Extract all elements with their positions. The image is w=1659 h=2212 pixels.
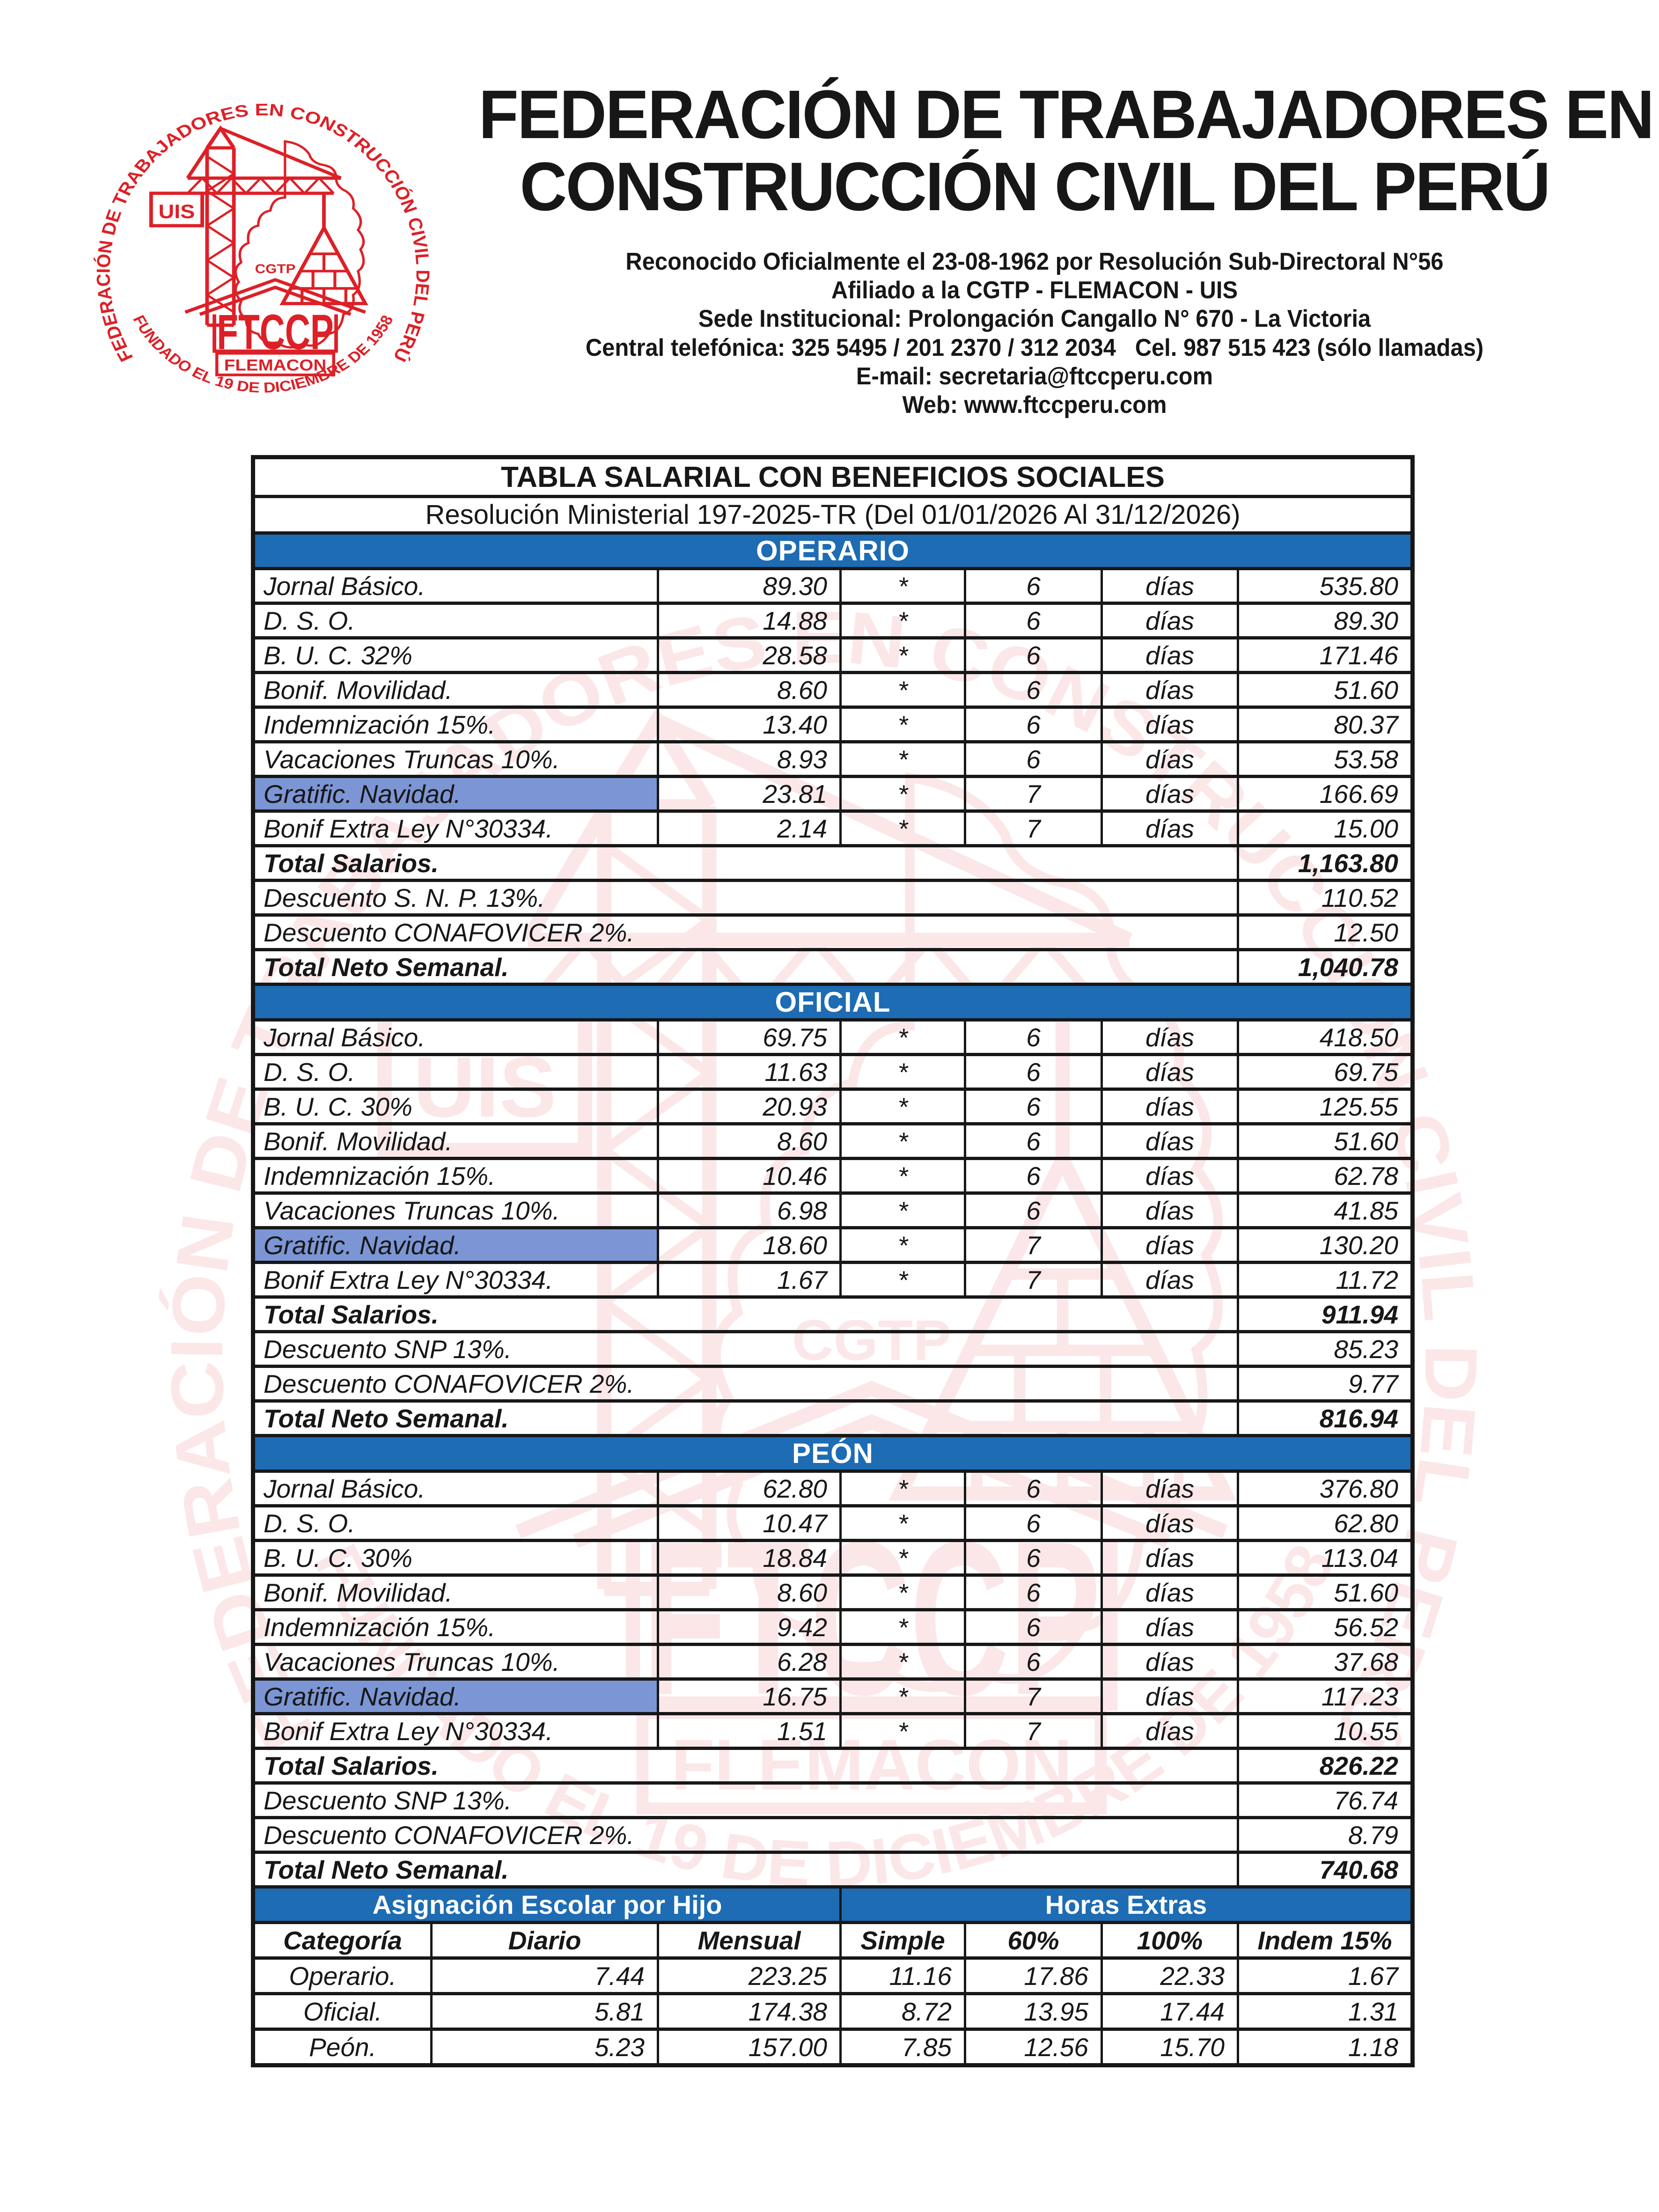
row-total: 51.60 — [1237, 1125, 1410, 1157]
footer-data-row — [255, 1992, 1410, 2028]
row-label: Gratific. Navidad. — [255, 1681, 657, 1712]
row-total: 11.72 — [1237, 1264, 1410, 1295]
days-count: 7 — [964, 1681, 1101, 1712]
row-label: Bonif. Movilidad. — [264, 675, 453, 705]
row-label: Bonif Extra Ley N°30334. — [264, 1265, 553, 1294]
days-count: 7 — [964, 1264, 1101, 1295]
days-count: 6 — [964, 674, 1101, 705]
table-row — [255, 1191, 1410, 1226]
row-total: 62.78 — [1237, 1160, 1410, 1191]
days-unit: días — [1101, 813, 1237, 844]
rate-value: 62.80 — [657, 1473, 839, 1504]
row-total: 89.30 — [1237, 605, 1410, 636]
rate-value: 9.42 — [657, 1611, 839, 1643]
email-line: E-mail: secretaria@ftccperu.com — [856, 363, 1213, 390]
days-count: 7 — [964, 778, 1101, 809]
row-total: 69.75 — [1237, 1056, 1410, 1088]
multiply-star: * — [839, 570, 964, 602]
summary-value: 740.68 — [1237, 1854, 1410, 1885]
table-row — [255, 1261, 1410, 1295]
category-name: Peón. — [309, 2032, 376, 2062]
days-count: 6 — [964, 709, 1101, 740]
row-total: 535.80 — [1237, 570, 1410, 602]
multiply-star: * — [839, 605, 964, 636]
row-total: 80.37 — [1237, 709, 1410, 740]
row-total: 51.60 — [1237, 674, 1410, 705]
table-row — [255, 1643, 1410, 1677]
days-count: 6 — [964, 570, 1101, 602]
summary-row — [255, 1747, 1410, 1781]
category-value: 13.95 — [964, 1995, 1101, 2028]
rate-value: 20.93 — [657, 1091, 839, 1122]
summary-label: Descuento SNP 13%. — [264, 1786, 512, 1815]
days-count: 6 — [964, 605, 1101, 636]
row-label: D. S. O. — [264, 606, 355, 635]
rate-value: 14.88 — [657, 605, 839, 636]
days-unit: días — [1101, 1056, 1237, 1088]
days-count: 6 — [964, 1160, 1101, 1191]
row-total: 56.52 — [1237, 1611, 1410, 1643]
table-row — [255, 1504, 1410, 1539]
row-total: 171.46 — [1237, 639, 1410, 671]
row-label: B. U. C. 32% — [264, 640, 412, 670]
summary-row — [255, 913, 1410, 948]
address-line: Sede Institucional: Prolongación Cangallo N° 670 - La Victoria — [698, 305, 1371, 333]
rate-value: 69.75 — [657, 1021, 839, 1053]
days-unit: días — [1101, 570, 1237, 602]
days-unit: días — [1101, 1646, 1237, 1677]
footer-column-header: Indem 15% — [1237, 1924, 1410, 1956]
footer-column-header: Categoría — [283, 1925, 402, 1955]
days-unit: días — [1101, 1125, 1237, 1157]
rate-value: 6.98 — [657, 1195, 839, 1226]
summary-value: 12.50 — [1237, 917, 1410, 948]
multiply-star: * — [839, 813, 964, 844]
rate-value: 2.14 — [657, 813, 839, 844]
rate-value: 23.81 — [657, 778, 839, 809]
summary-row — [255, 1295, 1410, 1330]
row-label: D. S. O. — [264, 1057, 355, 1087]
section-banner: OFICIAL — [255, 986, 1410, 1018]
table-row — [255, 1226, 1410, 1261]
days-unit: días — [1101, 1715, 1237, 1747]
row-label: Bonif Extra Ley N°30334. — [264, 1716, 553, 1746]
days-unit: días — [1101, 1681, 1237, 1712]
days-unit: días — [1101, 674, 1237, 705]
footer-column-header: Simple — [839, 1924, 964, 1956]
days-count: 6 — [964, 1021, 1101, 1053]
table-row — [255, 602, 1410, 636]
footer-column-header: 60% — [964, 1924, 1101, 1956]
summary-row — [255, 844, 1410, 879]
table-row — [255, 1053, 1410, 1088]
days-count: 6 — [964, 1507, 1101, 1539]
summary-label: Total Neto Semanal. — [264, 1404, 509, 1433]
category-value: 17.44 — [1101, 1995, 1237, 2028]
summary-value: 911.94 — [1237, 1299, 1410, 1330]
multiply-star: * — [839, 1056, 964, 1088]
row-total: 53.58 — [1237, 743, 1410, 775]
summary-row — [255, 1781, 1410, 1816]
row-label: Jornal Básico. — [264, 1474, 426, 1503]
footer-group-horas-extras: Horas Extras — [839, 1889, 1410, 1921]
days-count: 6 — [964, 1577, 1101, 1608]
days-unit: días — [1101, 743, 1237, 775]
table-subtitle: Resolución Ministerial 197-2025-TR (Del 01/01/2026 Al 31/12/2026) — [255, 495, 1410, 531]
row-label: Indemnización 15%. — [264, 1161, 496, 1191]
rate-value: 1.51 — [657, 1715, 839, 1747]
category-value: 223.25 — [657, 1960, 839, 1992]
summary-label: Total Salarios. — [264, 1300, 439, 1329]
footer-data-row — [255, 1956, 1410, 1992]
table-row — [255, 775, 1410, 809]
summary-row — [255, 1851, 1410, 1885]
summary-row — [255, 1365, 1410, 1399]
affiliation-line: Afiliado a la CGTP - FLEMACON - UIS — [831, 277, 1238, 304]
rate-value: 16.75 — [657, 1681, 839, 1712]
rate-value: 8.60 — [657, 1125, 839, 1157]
rate-value: 89.30 — [657, 570, 839, 602]
rate-value: 8.93 — [657, 743, 839, 775]
table-row — [255, 1712, 1410, 1747]
summary-label: Descuento CONAFOVICER 2%. — [264, 1369, 634, 1398]
table-row — [255, 1122, 1410, 1157]
table-row — [255, 1539, 1410, 1573]
section-row — [255, 983, 1410, 1018]
summary-value: 826.22 — [1237, 1750, 1410, 1781]
row-total: 41.85 — [1237, 1195, 1410, 1226]
days-count: 6 — [964, 1091, 1101, 1122]
days-unit: días — [1101, 1264, 1237, 1295]
days-unit: días — [1101, 1542, 1237, 1573]
footer-group-asignacion: Asignación Escolar por Hijo — [255, 1889, 839, 1921]
multiply-star: * — [839, 1229, 964, 1261]
row-label: D. S. O. — [264, 1508, 355, 1538]
days-count: 6 — [964, 639, 1101, 671]
days-count: 7 — [964, 1715, 1101, 1747]
days-unit: días — [1101, 1229, 1237, 1261]
days-unit: días — [1101, 778, 1237, 809]
multiply-star: * — [839, 1681, 964, 1712]
days-unit: días — [1101, 1507, 1237, 1539]
footer-data-row — [255, 2028, 1410, 2063]
summary-label: Total Salarios. — [264, 1751, 439, 1780]
summary-value: 8.79 — [1237, 1819, 1410, 1851]
summary-label: Descuento CONAFOVICER 2%. — [264, 918, 634, 947]
summary-label: Total Neto Semanal. — [264, 952, 509, 982]
summary-label: Total Salarios. — [264, 848, 439, 878]
table-row — [255, 636, 1410, 671]
multiply-star: * — [839, 1125, 964, 1157]
footer-column-header: Mensual — [657, 1924, 839, 1956]
row-label: Vacaciones Truncas 10%. — [264, 1647, 560, 1676]
category-value: 15.70 — [1101, 2031, 1237, 2063]
summary-value: 85.23 — [1237, 1333, 1410, 1365]
recognition-line: Reconocido Oficialmente el 23-08-1962 por Resolución Sub-Directoral N°56 — [625, 248, 1444, 275]
days-unit: días — [1101, 1577, 1237, 1608]
category-value: 7.85 — [839, 2031, 964, 2063]
days-unit: días — [1101, 1160, 1237, 1191]
org-title-line1: FEDERACIÓN DE TRABAJADORES EN — [478, 76, 1653, 153]
multiply-star: * — [839, 1715, 964, 1747]
summary-label: Descuento SNP 13%. — [264, 1334, 512, 1364]
row-total: 51.60 — [1237, 1577, 1410, 1608]
days-unit: días — [1101, 639, 1237, 671]
category-value: 17.86 — [964, 1960, 1101, 1992]
row-total: 130.20 — [1237, 1229, 1410, 1261]
days-unit: días — [1101, 1091, 1237, 1122]
table-row — [255, 1470, 1410, 1504]
days-count: 6 — [964, 743, 1101, 775]
row-total: 418.50 — [1237, 1021, 1410, 1053]
category-value: 1.67 — [1237, 1960, 1410, 1992]
row-total: 117.23 — [1237, 1681, 1410, 1712]
contact-info — [484, 248, 1585, 420]
category-value: 174.38 — [657, 1995, 839, 2028]
row-total: 125.55 — [1237, 1091, 1410, 1122]
days-count: 6 — [964, 1125, 1101, 1157]
category-name: Oficial. — [303, 1997, 382, 2026]
category-value: 11.16 — [839, 1960, 964, 1992]
multiply-star: * — [839, 1473, 964, 1504]
table-title: TABLA SALARIAL CON BENEFICIOS SOCIALES — [500, 461, 1165, 493]
table-row — [255, 1573, 1410, 1608]
rate-value: 1.67 — [657, 1264, 839, 1295]
summary-value: 1,040.78 — [1237, 951, 1410, 983]
section-banner: PEÓN — [255, 1437, 1410, 1470]
multiply-star: * — [839, 1264, 964, 1295]
days-count: 6 — [964, 1611, 1101, 1643]
row-label: Vacaciones Truncas 10%. — [264, 744, 560, 774]
row-total: 37.68 — [1237, 1646, 1410, 1677]
multiply-star: * — [839, 1507, 964, 1539]
table-row — [255, 567, 1410, 602]
multiply-star: * — [839, 639, 964, 671]
multiply-star: * — [839, 1195, 964, 1226]
row-label: Gratific. Navidad. — [255, 778, 657, 809]
row-label: Vacaciones Truncas 10%. — [264, 1196, 560, 1225]
row-label: Bonif. Movilidad. — [264, 1578, 453, 1607]
category-value: 1.31 — [1237, 1995, 1410, 2028]
days-count: 6 — [964, 1056, 1101, 1088]
rate-value: 10.46 — [657, 1160, 839, 1191]
row-total: 113.04 — [1237, 1542, 1410, 1573]
rate-value: 10.47 — [657, 1507, 839, 1539]
summary-row — [255, 1816, 1410, 1851]
rate-value: 6.28 — [657, 1646, 839, 1677]
days-unit: días — [1101, 1611, 1237, 1643]
table-row — [255, 1018, 1410, 1053]
rate-value: 11.63 — [657, 1056, 839, 1088]
row-label: Gratific. Navidad. — [255, 1229, 657, 1261]
table-row — [255, 671, 1410, 705]
row-label: B. U. C. 30% — [264, 1543, 412, 1573]
phone-line: Central telefónica: 325 5495 / 201 2370 / 312 2034 Cel. 987 515 423 (sólo llamadas) — [585, 334, 1484, 361]
section-row — [255, 1434, 1410, 1470]
category-value: 12.56 — [964, 2031, 1101, 2063]
row-total: 166.69 — [1237, 778, 1410, 809]
web-line: Web: www.ftccperu.com — [902, 391, 1167, 419]
days-unit: días — [1101, 1473, 1237, 1504]
days-unit: días — [1101, 1195, 1237, 1226]
summary-row — [255, 1330, 1410, 1365]
summary-value: 110.52 — [1237, 882, 1410, 913]
multiply-star: * — [839, 743, 964, 775]
row-label: Jornal Básico. — [264, 571, 426, 601]
summary-label: Descuento S. N. P. 13%. — [264, 883, 545, 912]
rate-value: 18.84 — [657, 1542, 839, 1573]
multiply-star: * — [839, 778, 964, 809]
days-count: 7 — [964, 1229, 1101, 1261]
summary-value: 76.74 — [1237, 1785, 1410, 1816]
category-value: 5.81 — [430, 1995, 657, 2028]
multiply-star: * — [839, 1021, 964, 1053]
row-total: 376.80 — [1237, 1473, 1410, 1504]
summary-row — [255, 879, 1410, 913]
multiply-star: * — [839, 1646, 964, 1677]
category-name: Operario. — [289, 1961, 396, 1991]
table-row — [255, 809, 1410, 844]
org-title-line2: CONSTRUCCIÓN CIVIL DEL PERÚ — [520, 148, 1549, 226]
category-value: 5.23 — [430, 2031, 657, 2063]
table-row — [255, 1157, 1410, 1191]
category-value: 7.44 — [430, 1960, 657, 1992]
days-count: 6 — [964, 1195, 1101, 1226]
multiply-star: * — [839, 1091, 964, 1122]
salary-table — [251, 455, 1415, 2067]
multiply-star: * — [839, 1160, 964, 1191]
days-unit: días — [1101, 709, 1237, 740]
table-row — [255, 1088, 1410, 1122]
table-row — [255, 705, 1410, 740]
multiply-star: * — [839, 709, 964, 740]
row-label: B. U. C. 30% — [264, 1092, 412, 1121]
section-row — [255, 531, 1410, 567]
summary-value: 1,163.80 — [1237, 847, 1410, 879]
table-row — [255, 740, 1410, 775]
days-count: 6 — [964, 1646, 1101, 1677]
rate-value: 13.40 — [657, 709, 839, 740]
days-count: 6 — [964, 1473, 1101, 1504]
footer-column-header: Diario — [430, 1924, 657, 1956]
summary-value: 816.94 — [1237, 1403, 1410, 1434]
row-total: 10.55 — [1237, 1715, 1410, 1747]
rate-value: 8.60 — [657, 1577, 839, 1608]
row-label: Jornal Básico. — [264, 1022, 426, 1052]
table-row — [255, 1608, 1410, 1643]
multiply-star: * — [839, 1611, 964, 1643]
row-label: Bonif. Movilidad. — [264, 1126, 453, 1156]
row-label: Bonif Extra Ley N°30334. — [264, 814, 553, 843]
letterhead — [449, 76, 1653, 420]
days-unit: días — [1101, 605, 1237, 636]
row-total: 15.00 — [1237, 813, 1410, 844]
row-label: Indemnización 15%. — [264, 710, 496, 739]
days-count: 6 — [964, 1542, 1101, 1573]
category-value: 8.72 — [839, 1995, 964, 2028]
category-value: 157.00 — [657, 2031, 839, 2063]
row-label: Indemnización 15%. — [264, 1612, 496, 1642]
multiply-star: * — [839, 1577, 964, 1608]
footer-group-row — [255, 1885, 1410, 1921]
summary-row — [255, 948, 1410, 983]
summary-value: 9.77 — [1237, 1368, 1410, 1399]
footer-column-header: 100% — [1101, 1924, 1237, 1956]
rate-value: 18.60 — [657, 1229, 839, 1261]
table-row — [255, 1677, 1410, 1712]
multiply-star: * — [839, 674, 964, 705]
row-total: 62.80 — [1237, 1507, 1410, 1539]
days-count: 7 — [964, 813, 1101, 844]
rate-value: 8.60 — [657, 674, 839, 705]
days-unit: días — [1101, 1021, 1237, 1053]
section-banner: OPERARIO — [255, 535, 1410, 567]
summary-label: Total Neto Semanal. — [264, 1855, 509, 1884]
summary-label: Descuento CONAFOVICER 2%. — [264, 1820, 634, 1850]
multiply-star: * — [839, 1542, 964, 1573]
summary-row — [255, 1399, 1410, 1434]
category-value: 22.33 — [1101, 1960, 1237, 1992]
category-value: 1.18 — [1237, 2031, 1410, 2063]
footer-columns-row — [255, 1921, 1410, 1956]
ftccp-seal-logo — [81, 79, 446, 414]
rate-value: 28.58 — [657, 639, 839, 671]
